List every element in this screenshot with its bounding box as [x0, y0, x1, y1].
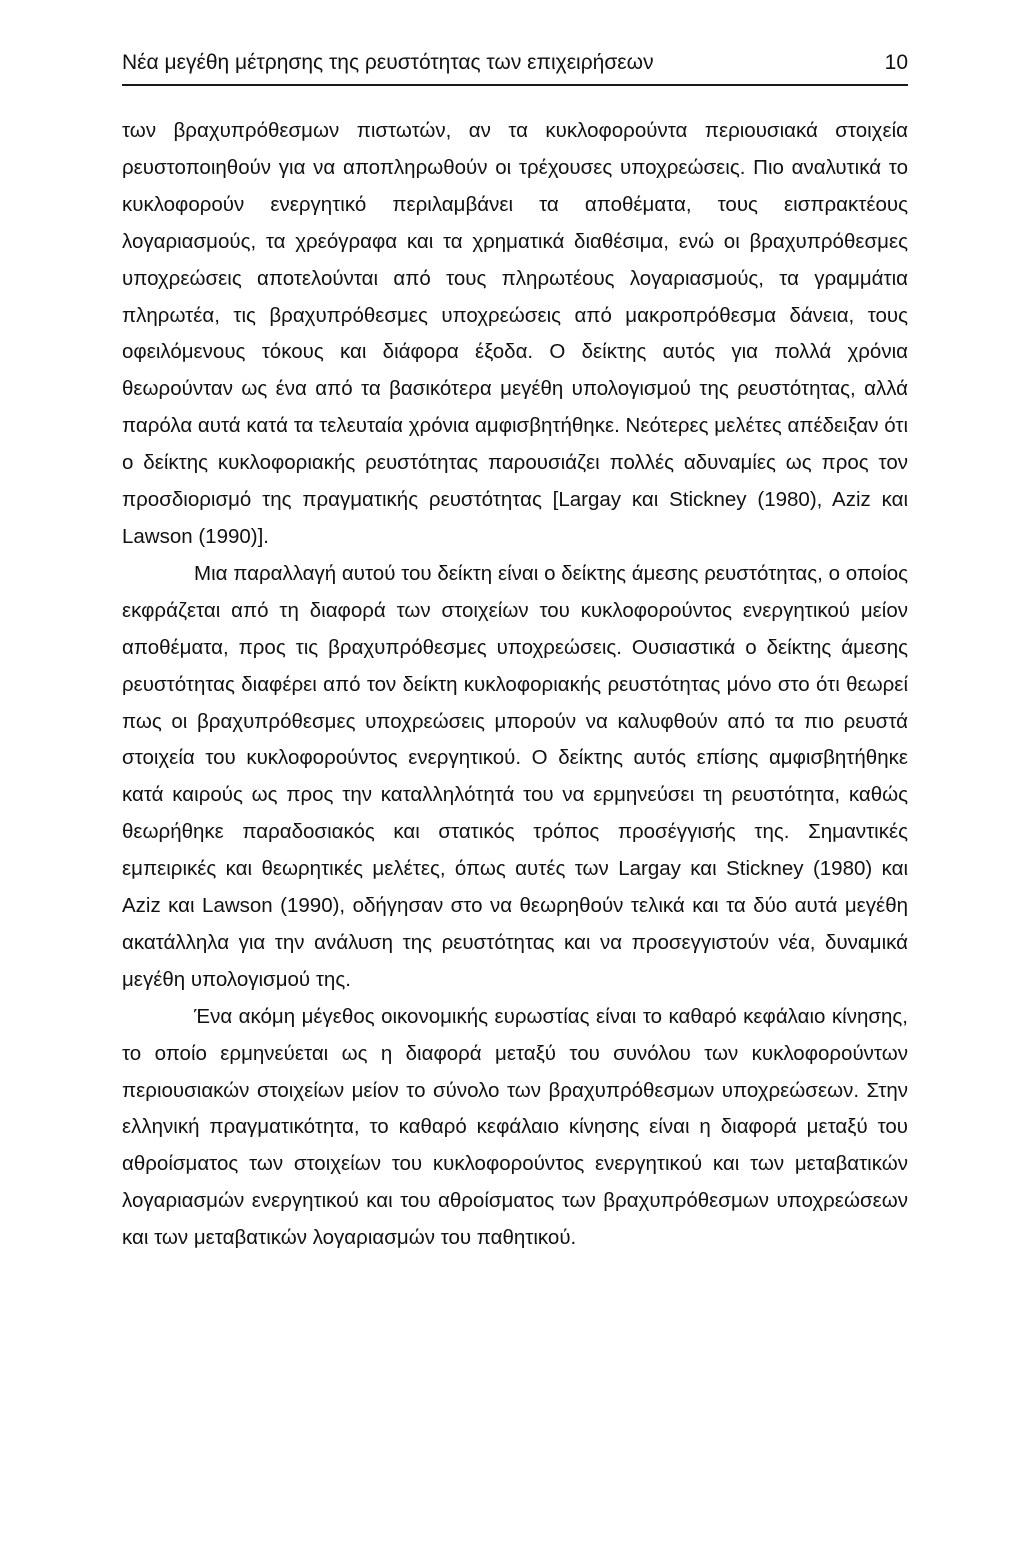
body-text [122, 113, 908, 1257]
paragraph-1: των βραχυπρόθεσμων πιστωτών, αν τα κυκλοφορούντα περιουσιακά στοιχεία ρευστοποιηθούν για να αποπληρωθούν οι τρέχουσες υποχρεώσεις. Πιο αναλυτικά το κυκλοφορούν ενεργητικό περιλαμβάνει τα αποθέματα, τους εισπρακτέους λογαριασμούς, τα χρεόγραφα και τα χρηματικά διαθέσιμα, ενώ οι βραχυπρόθεσμες υποχρεώσεις αποτελούνται από τους πληρωτέους λογαριασμούς, τα γραμμάτια πληρωτέα, τις βραχυπρόθεσμες υποχρεώσεις από μακροπρόθεσμα δάνεια, τους οφειλόμενους τόκους και διάφορα έξοδα. Ο δείκτης αυτός για πολλά χρόνια θεωρούνταν ως ένα από τα βασικότερα μεγέθη υπολογισμού της ρευστότητας, αλλά παρόλα αυτά κατά τα τελευταία χρόνια αμφισβητήθηκε. Νεότερες μελέτες απέδειξαν ότι ο δείκτης κυκλοφοριακής ρευστότητας παρουσιάζει πολλές αδυναμίες ως προς τον προσδιορισμό της πραγματικής ρευστότητας [Largay και Stickney (1980), Aziz και Lawson (1990)]. [122, 119, 908, 548]
header-rule [122, 84, 908, 86]
paragraph-3: Ένα ακόμη μέγεθος οικονομικής ευρωστίας είναι το καθαρό κεφάλαιο κίνησης, το οποίο ερμηνεύεται ως η διαφορά μεταξύ του συνόλου των κυκλοφορούντων περιουσιακών στοιχείων μείον το σύνολο των βραχυπρόθεσμων υποχρεώσεων. Στην ελληνική πραγματικότητα, το καθαρό κεφάλαιο κίνησης είναι η διαφορά μεταξύ του αθροίσματος των στοιχείων του κυκλοφορούντος ενεργητικού και των μεταβατικών λογαριασμών ενεργητικού και του αθροίσματος των βραχυπρόθεσμων υποχρεώσεων και των μεταβατικών λογαριασμών του παθητικού. [122, 1004, 908, 1250]
running-header [122, 50, 908, 90]
page-number: 10 [884, 51, 908, 74]
paragraph-2: Μια παραλλαγή αυτού του δείκτη είναι ο δείκτης άμεσης ρευστότητας, ο οποίος εκφράζεται από τη διαφορά των στοιχείων του κυκλοφορούντος ενεργητικού μείον αποθέματα, προς τις βραχυπρόθεσμες υποχρεώσεις. Ουσιαστικά ο δείκτης άμεσης ρευστότητας διαφέρει από τον δείκτη κυκλοφοριακής ρευστότητας μόνο στο ότι θεωρεί πως οι βραχυπρόθεσμες υποχρεώσεις μπορούν να καλυφθούν από τα πιο ρευστά στοιχεία του κυκλοφορούντος ενεργητικού. Ο δείκτης αυτός επίσης αμφισβητήθηκε κατά καιρούς ως προς την καταλληλότητά του να ερμηνεύσει τη ρευστότητα, καθώς θεωρήθηκε παραδοσιακός και στατικός τρόπος προσέγγισής της. Σημαντικές εμπειρικές και θεωρητικές μελέτες, όπως αυτές των Largay και Stickney (1980) και Aziz και Lawson (1990), οδήγησαν στο να θεωρηθούν τελικά και τα δύο αυτά μεγέθη ακατάλληλα για την ανάλυση της ρευστότητας και να προσεγγιστούν νέα, δυναμικά μεγέθη υπολογισμού της. [122, 561, 908, 991]
header-title: Νέα μεγέθη μέτρησης της ρευστότητας των επιχειρήσεων [122, 51, 654, 74]
